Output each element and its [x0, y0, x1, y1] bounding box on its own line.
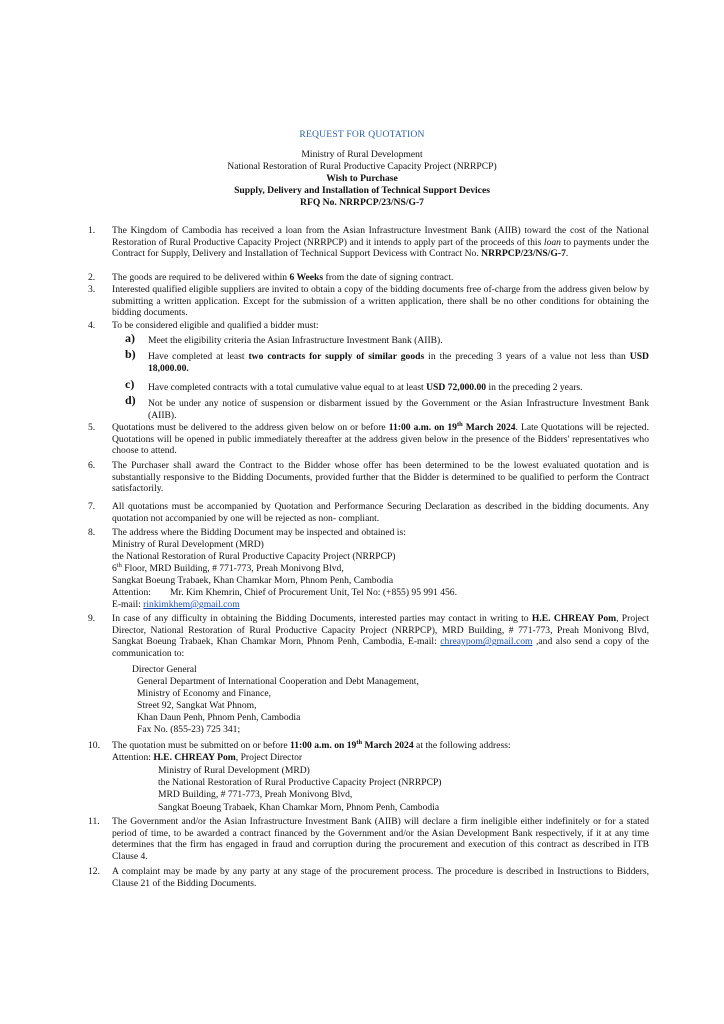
criterion-c-amount: USD 72,000.00 — [426, 382, 487, 393]
email-link-rinkimkhem[interactable]: rinkimkhem@gmail.com — [143, 599, 240, 610]
criterion-a: Meet the eligibility criteria the Asian Infrastructure Investment Bank (AIIB). — [148, 335, 443, 346]
paragraph-4: To be considered eligible and qualified a bidder must: — [112, 320, 319, 331]
paragraph-5-text-b: . Late Quotations will be rejected. Quotations will be opened in public immediately thereafter at the address given below in the presence of the Bidders' representatives who choose to attend. — [112, 422, 649, 457]
criterion-b-text-a: Have completed at least — [148, 351, 249, 362]
criterion-b — [148, 351, 649, 374]
paragraph-2 — [112, 272, 649, 284]
project-director-name: H.E. CHREAY Pom — [531, 613, 617, 624]
floor-number: 6 — [112, 563, 117, 574]
address-line-floor — [112, 563, 344, 575]
address-line-ministry: Ministry of Rural Development (MRD) — [112, 539, 264, 550]
p10-attention-label: Attention: — [112, 752, 154, 763]
criterion-a-letter: a) — [125, 331, 135, 345]
submission-time: 11:00 a.m. on 19 — [289, 740, 357, 751]
p10-address-1: Ministry of Rural Development (MRD) — [158, 765, 310, 776]
paragraph-5 — [112, 422, 649, 457]
email-label: E-mail: — [112, 599, 144, 610]
paragraph-2-text-a: The goods are required to be delivered within — [112, 272, 290, 283]
dg-line-3: Ministry of Economy and Finance, — [137, 688, 272, 699]
paragraph-9-text-c: ,and also send a copy of the communication to: — [112, 636, 649, 659]
deadline-sup: th — [456, 420, 463, 428]
item-number-2: 2. — [88, 272, 96, 283]
dg-line-5: Khan Daun Penh, Phnom Penh, Cambodia — [137, 712, 301, 723]
dg-line-4: Street 92, Sangkat Wat Phnom, — [137, 700, 257, 711]
floor-sup: th — [116, 561, 122, 569]
deadline-time: 11:00 a.m. on 19 — [388, 422, 457, 433]
p10-attention-rest: , Project Director — [235, 752, 303, 763]
paragraph-10-text-a: The quotation must be submitted on or before — [112, 740, 290, 751]
address-line-sangkat: Sangkat Boeung Trabaek, Khan Chamkar Morn, Phnom Penh, Cambodia — [112, 575, 394, 586]
criterion-c-text-b: in the preceding 2 years. — [486, 382, 583, 393]
paragraph-5-text-a: Quotations must be delivered to the address given below on or before — [112, 422, 389, 433]
paragraph-1 — [112, 225, 649, 260]
p10-attention-name: H.E. CHREAY Pom — [153, 752, 236, 763]
email-link-chreaypom[interactable]: chreaypom@gmail.com — [440, 636, 533, 648]
wish-to-purchase: Wish to Purchase — [326, 173, 398, 184]
paragraph-12: A complaint may be made by any party at any stage of the procurement process. The procedure is described in Instructions to Bidders, Clause 21 of the Bidding Documents. — [112, 866, 649, 889]
paragraph-10-text-b: at the following address: — [413, 740, 511, 751]
contract-number: NRRPCP/23/NS/G-7 — [481, 248, 566, 260]
paragraph-8-intro: The address where the Bidding Document may be inspected and obtained is: — [112, 527, 406, 538]
criterion-d: Not be under any notice of suspension or disbarment issued by the Government or the Asian Infrastructure Investment Bank (AIIB). — [148, 398, 649, 421]
item-number-10: 10. — [88, 740, 100, 751]
ministry-name: Ministry of Rural Development — [301, 149, 423, 160]
item-number-3: 3. — [88, 284, 96, 295]
paragraph-11: The Government and/or the Asian Infrastructure Investment Bank (AIIB) will declare a firm ineligible either indefinitely or for a stated period of time, to be awarded a contract financed by the Government and/or the Asian Development Bank respectively, if it at any time determines that the firm has engaged in fraud and corruption during the procurement and execution of this contract as described in ITB Clause 4. — [112, 816, 649, 862]
criterion-c — [148, 382, 649, 394]
item-number-12: 12. — [88, 866, 100, 877]
document-title: REQUEST FOR QUOTATION — [299, 129, 425, 140]
item-number-7: 7. — [88, 501, 96, 512]
submission-date: March 2024 — [362, 740, 414, 751]
criterion-b-letter: b) — [125, 347, 136, 361]
paragraph-1-text-a: The Kingdom of Cambodia has received a loan from the Asian Infrastructure Investment Bank (AIIB) toward the cost of the National Restoration of Rural Productive Capacity Project (NRRPCP) and it intends to apply part of the proceeds of this — [112, 225, 649, 248]
deadline-date: March 2024 — [462, 422, 516, 433]
dg-line-2: General Department of International Cooperation and Debt Management, — [137, 676, 419, 687]
criterion-d-letter: d) — [125, 393, 136, 407]
email-line — [112, 599, 240, 611]
delivery-weeks: 6 Weeks — [289, 272, 324, 283]
p10-address-2: the National Restoration of Rural Productive Capacity Project (NRRPCP) — [158, 777, 442, 788]
criterion-b-bold: two contracts for supply of similar goods — [248, 351, 425, 362]
paragraph-6: The Purchaser shall award the Contract to the Bidder whose offer has been determined to be the lowest evaluated quotation and is substantially responsive to the Bidding Documents, provided further that the Bidder is determined to be qualified to perform the Contract satisfactorily. — [112, 460, 649, 495]
dg-line-1: Director General — [132, 664, 197, 675]
paragraph-9-text-a: In case of any difficulty in obtaining the Bidding Documents, interested parties may contact in writing to — [112, 613, 532, 624]
criterion-b-text-b: in the preceding 3 years of a value not less than — [424, 351, 630, 362]
item-number-11: 11. — [88, 816, 100, 827]
rfq-subject: Supply, Delivery and Installation of Technical Support Devices — [234, 185, 490, 196]
criterion-c-letter: c) — [125, 377, 135, 391]
submission-sup: th — [356, 738, 363, 746]
rfq-number: RFQ No. NRRPCP/23/NS/G-7 — [300, 197, 424, 208]
paragraph-1-text-c: . — [565, 248, 569, 260]
paragraph-1-text-b: to payments under the Contract for Supply, Delivery and Installation of Technical Support Devicess with Contract No. — [112, 236, 650, 260]
project-name: National Restoration of Rural Productive Capacity Project (NRRPCP) — [227, 161, 497, 172]
address-line-project: the National Restoration of Rural Productive Capacity Project (NRRPCP) — [112, 551, 396, 562]
p10-attention — [112, 752, 302, 764]
item-number-5: 5. — [88, 422, 96, 433]
paragraph-9-text-b: , Project Director, National Restoration of Rural Productive Capacity Project (NRRPCP), MRD Building, # 771-773, Preah Monivong Blvd, Sangkat Boeung Trabaek, Khan Chamkar Morn, Phnom Penh, Cambodia, E-mail: — [112, 613, 649, 648]
p10-address-3: MRD Building, # 771-773, Preah Monivong Blvd, — [158, 789, 353, 800]
loan-italic: loan — [543, 236, 561, 248]
p10-address-4: Sangkat Boeung Trabaek, Khan Chamkar Morn, Phnom Penh, Cambodia — [158, 802, 440, 813]
criterion-c-text-a: Have completed contracts with a total cumulative value equal to at least — [148, 382, 427, 393]
paragraph-9 — [112, 613, 649, 659]
paragraph-3: Interested qualified eligible suppliers are invited to obtain a copy of the bidding documents free of-charge from the address given below by submitting a written application. Except for the submission of a written application, there shall be no other conditions for obtaining the bidding documents. — [112, 284, 649, 319]
item-number-6: 6. — [88, 460, 96, 471]
paragraph-10 — [112, 740, 649, 752]
criterion-b-amount: USD 18,000.00. — [148, 351, 649, 374]
item-number-4: 4. — [88, 320, 96, 331]
paragraph-7: All quotations must be accompanied by Quotation and Performance Securing Declaration as described in the bidding documents. Any quotation not accompanied by one will be rejected as non- compliant. — [112, 501, 649, 524]
item-number-1: 1. — [88, 225, 96, 236]
attention-label: Attention: — [112, 587, 151, 598]
item-number-8: 8. — [88, 527, 96, 538]
paragraph-2-text-b: from the date of signing contract. — [323, 272, 454, 283]
dg-line-6: Fax No. (855-23) 725 341; — [137, 724, 241, 735]
attention-contact: Mr. Kim Khemrin, Chief of Procurement Unit, Tel No: (+855) 95 991 456. — [170, 587, 458, 598]
item-number-9: 9. — [88, 613, 96, 624]
floor-text: Floor, MRD Building, # 771-773, Preah Monivong Blvd, — [121, 563, 344, 574]
